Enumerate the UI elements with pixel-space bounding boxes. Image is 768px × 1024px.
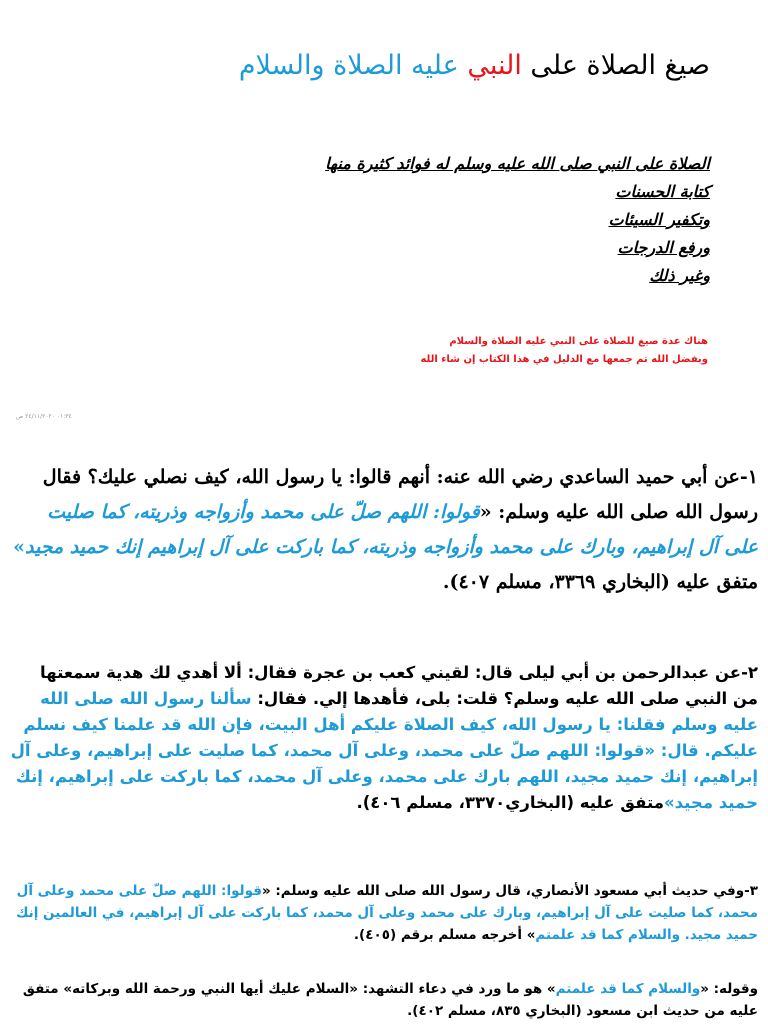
benefit-item: وتكفير السيئات [608,210,710,229]
hadith-2 [10,660,758,816]
benefit-item: كتابة الحسنات [615,182,710,201]
hadith-1-close: » [13,536,26,558]
hadith-3-close: » [522,927,536,943]
hadith-1-source: متفق عليه (البخاري ٣٣٦٩، مسلم ٤٠٧). [442,571,758,593]
title-part-1: صيغ الصلاة على [521,50,710,81]
hadith-3 [10,880,758,946]
hadith-2-intro: ٢-عن عبدالرحمن بن أبي ليلى قال: لقيني كعب بن عجرة فقال: ألا أهدي لك هدية سمعتها من النبي صلى الله عليه وسلم؟ قلت: بلى، فأهدها إلي. فقال: [40,663,758,708]
hadith-4-quote: والسلام كما قد علمتم [555,981,701,997]
hadith-3-source: أخرجه مسلم برقم (٤٠٥). [353,927,522,943]
hadith-2-quote: سألنا رسول الله صلى الله عليه وسلم فقلنا: يا رسول الله، كيف الصلاة عليكم أهل البيت، فإن الله قد علمنا كيف نسلم عليكم. قال: «قولوا: اللهم صلّ على محمد، وعلى آل محمد، كما صليت على إبراهيم، وعلى آل إبراهيم، إنك حميد مجيد، اللهم بارك على محمد، وعلى آل محمد، كما باركت على إبراهيم، إنك حميد مجيد [10,689,758,812]
hadith-3-quote: قولوا: اللهم صلّ على محمد وعلى آل محمد، كما صليت على آل إبراهيم، وبارك على محمد وعلى آل محمد، كما باركت على آل إبراهيم، في العالمين إنك حميد مجيد. والسلام كما قد علمتم [16,883,758,943]
benefits-heading: الصلاة على النبي صلى الله عليه وسلم له فوائد كثيرة منها [325,154,710,173]
intro-note [48,333,708,369]
benefits-list [50,150,710,290]
hadith-2-source: متفق عليه (البخاري٣٣٧٠، مسلم ٤٠٦). [356,793,664,812]
note-line-2: وبفضل الله تم جمعها مع الدليل في هذا الكتاب إن شاء الله [420,354,708,365]
title-part-3: عليه الصلاة والسلام [238,50,468,81]
hadith-2-close: » [663,793,675,812]
hadith-1 [10,460,758,600]
hadith-1-quote: قولوا: اللهم صلّ على محمد وأزواجه وذريته، كما صليت على آل إبراهيم، وبارك على محمد وأزواجه وذريته، كما باركت على آل إبراهيم إنك حميد مجيد [25,501,758,558]
benefit-item: وغير ذلك [649,266,710,285]
hadith-4-rest: » هو ما ورد في دعاء التشهد: «السلام عليك أيها النبي ورحمة الله وبركاته» متفق عليه من حديث ابن مسعود (البخاري ٨٣٥، مسلم ٤٠٢). [22,981,758,1019]
hadith-3-intro: ٣-وفي حديث أبي مسعود الأنصاري، قال رسول الله صلى الله عليه وسلم: « [261,883,758,899]
timestamp: ٠١:٣٤ ٢٤/١١/٢٠٢٠ ص [16,413,72,420]
title-part-2: النبي [467,50,522,81]
hadith-1-intro: ١-عن أبي حميد الساعدي رضي الله عنه: أنهم قالوا: يا رسول الله، كيف نصلي عليك؟ فقال رسول الله صلى الله عليه وسلم: « [42,466,758,523]
benefit-item: ورفع الدرجات [617,238,710,257]
note-line-1: هناك عدة صيغ للصلاة على النبي عليه الصلاة والسلام [449,336,708,347]
page-title [70,48,710,84]
hadith-4-intro: وقوله: « [700,981,758,997]
hadith-4 [10,978,758,1022]
